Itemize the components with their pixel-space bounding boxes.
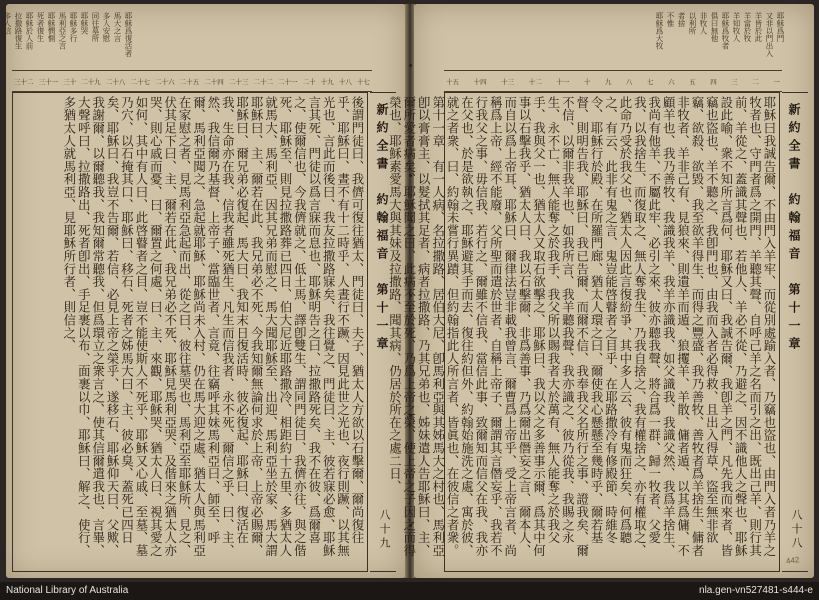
verse-number: 二十五 bbox=[179, 77, 200, 86]
head-note: 羊當於牧 bbox=[743, 12, 752, 42]
verse-number: 二十三 bbox=[228, 77, 249, 86]
head-note: 馬利亞之言 bbox=[58, 12, 67, 50]
main-text-frame bbox=[387, 92, 780, 572]
verse-number: 十五 bbox=[446, 77, 459, 86]
verse-number: 十七 bbox=[356, 77, 370, 86]
head-note: 耶穌哭 bbox=[80, 12, 89, 35]
verse-number: 十二 bbox=[528, 77, 542, 86]
head-note: 耶穌多行 bbox=[69, 12, 78, 42]
head-note: 多人信 bbox=[3, 12, 12, 35]
verse-number: 二十一 bbox=[278, 77, 298, 86]
verse-number: 七 bbox=[647, 77, 654, 86]
scripture-text: 耶穌曰我誠告爾、不由門入羊牢、而從別處踰入者、乃竊也盜也、由門入者乃羊之牧者也、守門者爲之開門、羊聽其聲、自呼己羊之名而引之出、既出己羊、則行其前、羊從之、蓋識其聲也、若他人、羊必不從、乃避之、因不識他人之聲也、耶穌設此喻、衆不知所言爲何、耶穌又曰、我誠告爾、我卽羊之門、凡先我而來者、皆竊也盜也、羊不聽之、我卽門也、由我而入者必得救、且出入得草、盜至無非欲竊、欲殺、欲毀、我至欲羊得生、而得之豐盛、我乃善牧、善牧者爲羊捨生、傭者非牧者、羊非己有、見狼來、則遺羊而遁、狼攫羊、羊散、傭者遁、以其爲傭、不顧羊也、我乃善牧、我識我羊、我羊亦識我、如父識我、我識父然、我爲羊捨生、我尚有他羊、不屬此牢、必引之來、彼亦聽我聲、將合爲一群、歸一牧者、父愛我、以我捨生、而復取之、無人奪我生、乃我自捨之、我有權捨之、亦有權取之、此命乃受於我父也、猶太人因此言復紛爭、其中多人云、彼有鬼而狂矣、何爲聽之、有云、此非有鬼之言、鬼豈能啓瞽者之目乎、在耶路撒冷有修殿節、時維冬令、耶穌行於殿、在所羅門廊、猶太人環之曰、爾使我心懸懸至幾時乎、爾若基督、則明告我、耶穌曰、我已告爾、而爾不信、我奉我父名所行之事、證我矣、爾不信、以爾非我羊也、如我所言、我羊聽我聲、我亦識之、彼乃從我、我賜之永生、永不亡、無人能奪之於我手、我父所以賜我者大於萬有、無人能奪之於我父手、我與父一也、猶太人又取石欲擊之、耶穌曰、我以父之多善事示爾、爲其中何事以石擊我乎、猶太人曰、我以石擊爾、非爲善事、乃爲爾出僭妄之言、爾本人、而自以爲上帝耳、耶穌曰、爾律法豈非載我曾言、爾曹爲上帝乎、受上帝言者、尚稱爲上帝、經不能廢、父所聖而遣於世者、自稱上帝子、爾謂其言僭妄乎、我若不行我父之事、毋信我、若行之、爾雖不信我、當信此事、致爾知而信父在我、我亦在父也、於是欲執之、耶穌避其手而去、復往約但外、約翰始施洗之處、寓於彼、就之者衆、曰、約翰未嘗行異蹟、但約翰指此人所言者、皆眞也、在彼信之者衆。第十一章 有一人病、名拉撒路、居伯大尼、卽馬利亞與其姊馬大之村也、馬利亞卽以膏膏主、以髮拭其足者、病者拉撒路、乃其兄弟也、姊妹遣人告耶穌曰、主、爾所愛者病矣、耶穌聞之曰、此病不至於死、乃爲上帝之榮、使上帝之子因之而得榮也、耶穌素愛馬大與其妹及拉撒路、聞其病、仍居於所在之處二日、 bbox=[387, 96, 777, 557]
verse-number: 二十七 bbox=[130, 77, 150, 86]
head-notes bbox=[3, 12, 133, 68]
head-note: 耶穌爲牧者 bbox=[721, 12, 730, 50]
head-note: 耶穌爲復活者 bbox=[124, 12, 133, 57]
left-page bbox=[3, 4, 406, 578]
running-title-column bbox=[782, 92, 808, 572]
verse-number: 十三 bbox=[501, 77, 515, 86]
head-note: 多人安慰 bbox=[102, 12, 111, 42]
verse-number: 三十 bbox=[63, 77, 77, 86]
head-note: 耶穌於人前 bbox=[25, 12, 34, 50]
running-title: 新約全書 約翰福音 第十一章 bbox=[375, 103, 389, 355]
head-note: 馬大之言 bbox=[113, 12, 122, 42]
page-number: 八十八 bbox=[790, 509, 803, 551]
verse-number: 二十八 bbox=[105, 77, 126, 86]
verse-number: 一 bbox=[773, 77, 780, 86]
head-note: 不惟 bbox=[666, 12, 675, 27]
verse-number: 十一 bbox=[556, 77, 570, 86]
verse-number-band bbox=[444, 70, 782, 92]
verse-number: 二十六 bbox=[155, 77, 175, 86]
head-note: 者捨 bbox=[677, 12, 686, 27]
head-note: 耶穌爲大牧 bbox=[655, 12, 664, 50]
right-page bbox=[387, 4, 814, 578]
footer-library-name: National Library of Australia bbox=[6, 585, 129, 596]
head-note: 又非以門出入 bbox=[765, 12, 774, 57]
verse-number: 四 bbox=[710, 77, 717, 86]
archive-pencil-mark: 442 bbox=[785, 555, 800, 566]
head-note: 拉撒路復生 bbox=[14, 12, 23, 50]
head-note: 耶穌爲門 bbox=[776, 12, 785, 42]
scripture-text: 後謂門徒曰、我儕可復往猶太、門徒曰、夫子、猶太人方欲以石擊爾、爾尚復往乎、耶穌曰、晝不有十二時乎、人晝行不蹶、因見此世之光也、夜行則蹶、以其無光也、言此而後曰、我友拉撒路寐矣、我往覺之、門徒曰、主、彼若寐必愈、耶穌言其死、門徒以爲言寐而息也、耶穌明告之曰、拉撒路死矣、我不在彼、爲爾喜之、使爾信也、今我儕就之、低土馬、譯卽雙生、謂同門徒曰、我儕亦往、與之偕死、耶穌至、則見拉撒路葬已四日、伯大尼近耶路撒冷、相距約十五里、多猶太人就馬大、馬利亞、因其兄弟而慰之、馬大聞耶穌至、出迎、馬利亞坐於家、馬大謂耶穌曰、主、爾若在此、我兄弟必不死、今我知爾無論何求於上帝、上帝必賜爾、耶穌曰、爾兄弟必復起、馬大曰、我知末日復活時、彼必復起、耶穌曰、復活在我、生命亦在我、信我者雖死猶生、凡生而信我者、永不死、爾信之乎、曰、主、然、我信爾乃基督、上帝子、當臨世者、言竟、往竊呼其妹馬利亞曰、師至、呼爾、馬利亞聞之、急起就耶穌、耶穌尚未入村、仍在馬大迎之處、猶太人與馬利亞在家慰之者、見馬利亞急起而出、從之曰、彼往墓哭也、馬利亞至耶穌所、見之、伏其足下曰、主、爾若在此、我兄弟必不死、耶穌見馬利亞哭、及偕來之猶太人亦哭、則心戚而憂、曰、爾置之何處、曰、主、來觀、耶穌哭、猶太人曰、視其愛之如何、其中有人曰、此啓瞽者之目、豈不能使斯人不死乎、耶穌又心戚、至墓、墓乃穴、以石掩其口、耶穌曰、移石、死者之姊馬大曰、主、彼必臭、蓋死已四日矣、耶穌曰、我豈不告爾、若信、必見上帝之榮乎、遂移石、耶穌仰天曰、父歟、我謝爾、以爾聽我、我知爾常聽我、但爲環立之衆言之、使其信爾遣我也、言畢、大聲呼曰、拉撒路出、死者卽出、手足裹以布、面裹以巾、耶穌曰、解之、使行、多猶太人就馬利亞、見耶穌所行者、則信之、 bbox=[61, 96, 365, 557]
head-note: 死者復生 bbox=[36, 12, 45, 42]
head-note: 非牧人 bbox=[699, 12, 708, 35]
main-text-frame bbox=[12, 92, 368, 572]
binding-stitch bbox=[409, 64, 412, 67]
verse-number: 三十二 bbox=[14, 77, 34, 86]
verse-number: 十九 bbox=[320, 77, 334, 86]
head-note: 俱曰無他 bbox=[710, 12, 719, 42]
verse-number: 十八 bbox=[338, 77, 352, 86]
verse-number: 八 bbox=[625, 77, 633, 86]
head-notes bbox=[444, 12, 784, 68]
verse-number: 五 bbox=[689, 77, 696, 86]
verse-number: 三 bbox=[731, 77, 738, 86]
verse-number: 二 bbox=[752, 77, 759, 86]
verse-number: 十四 bbox=[473, 77, 487, 86]
verse-number: 十 bbox=[583, 77, 591, 86]
verse-number: 三十一 bbox=[38, 77, 59, 86]
verse-number: 二十二 bbox=[253, 77, 273, 86]
footer-item-id: nla.gen-vn527481-s444-e bbox=[699, 585, 813, 596]
running-title: 新約全書 約翰福音 第十一章 bbox=[787, 103, 801, 355]
verse-number: 二十九 bbox=[81, 77, 101, 86]
verse-number: 九 bbox=[604, 77, 612, 86]
verse-number: 二十四 bbox=[204, 77, 224, 86]
verse-number: 六 bbox=[668, 77, 675, 86]
head-note: 同往墓所 bbox=[91, 12, 100, 42]
verse-number: 二十 bbox=[302, 77, 316, 86]
head-note: 羊皆於此 bbox=[754, 12, 763, 42]
head-note: 羊知牧人 bbox=[732, 12, 741, 42]
head-note: 以利所 bbox=[688, 12, 697, 35]
head-note: 耶穌憫惻 bbox=[47, 12, 56, 42]
verse-number-band bbox=[12, 70, 372, 92]
footer-bar bbox=[0, 582, 819, 600]
page-number: 八十九 bbox=[378, 509, 391, 551]
